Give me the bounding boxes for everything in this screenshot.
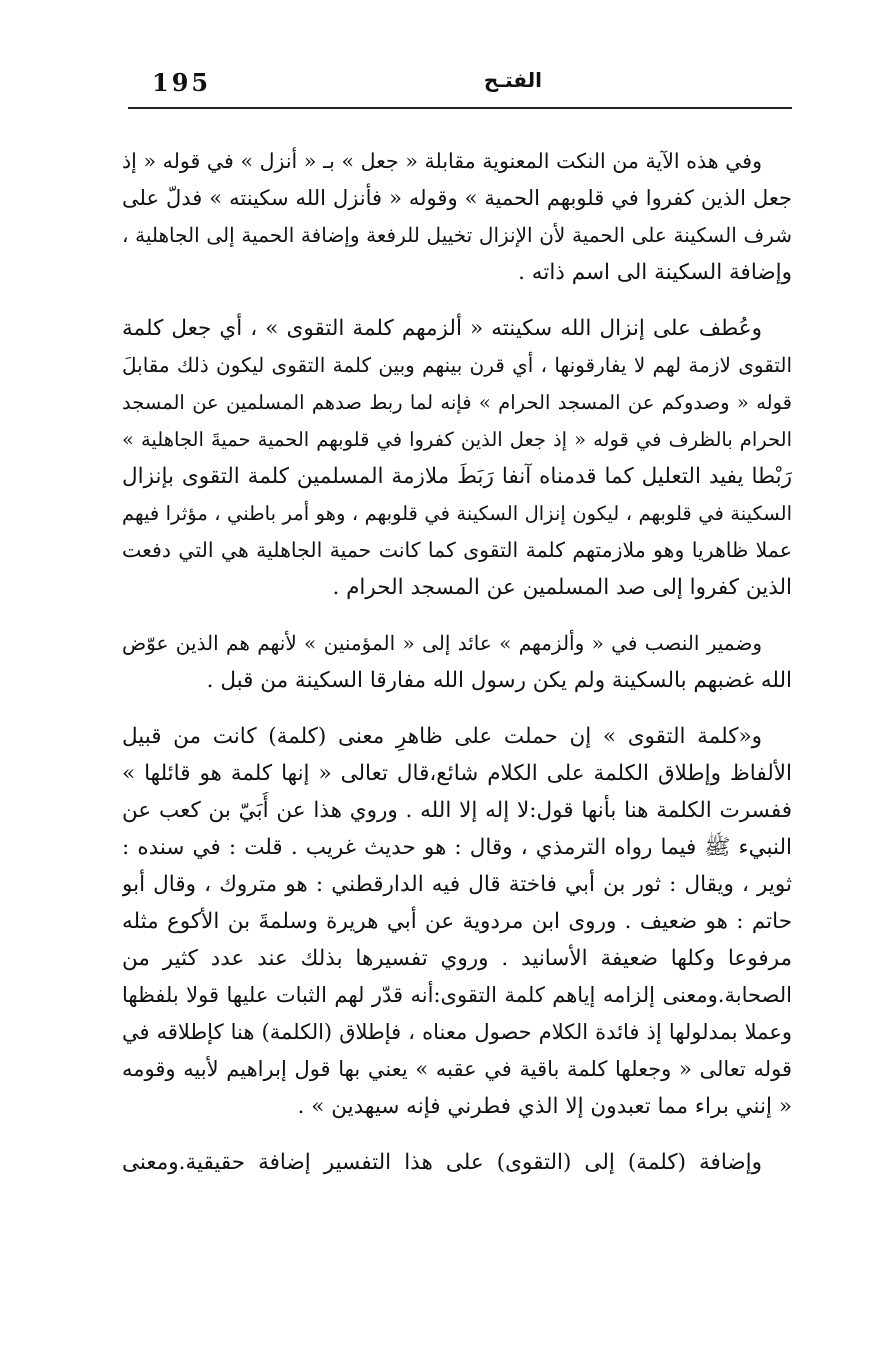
paragraph — [122, 718, 792, 1125]
text-line: وفي هذه الآية من النكت المعنوية مقابلة « جعل » بـ « أنزل » في قوله « إذ — [122, 149, 762, 173]
header-divider — [128, 107, 792, 109]
body-text — [122, 143, 792, 1181]
text-line: رَبْطا يفيد التعليل كما قدمناه آنفا رَبَطَ ملازمة المسلمين كلمة التقوى بإنزال — [122, 464, 792, 489]
text-line: قوله تعالى « وجعلها كلمة باقية في عقبه » يعني بها قول إبراهيم لأبيه وقومه — [122, 1057, 792, 1081]
text-line: الله غضبهم بالسكينة ولم يكن رسول الله مفارقا السكينة من قبل . — [206, 668, 792, 693]
text-line: وإضافة السكينة الى اسم ذاته . — [518, 260, 792, 285]
text-line: التقوى لازمة لهم لا يفارقونها ، أي قرن بينهم وبين كلمة التقوى ليكون ذلك مقابلَ — [122, 353, 792, 377]
page-number: 195 — [152, 68, 212, 97]
text-line: الذين كفروا إلى صد المسلمين عن المسجد الحرام . — [332, 575, 792, 600]
text-line: وعملا بمدلولها إذ فائدة الكلام حصول معناه ، فإطلاق (الكلمة) هنا كإطلاقه في — [122, 1020, 792, 1044]
text-line: عملا ظاهريا وهو ملازمتهم كلمة التقوى كما كانت حمية الجاهلية هي التي دفعت — [122, 538, 792, 562]
text-line: حاتم : هو ضعيف . وروى ابن مردوية عن أبي هريرة وسلمةَ بن الأكوع مثله — [122, 909, 792, 934]
text-line: الألفاظ وإطلاق الكلمة على الكلام شائع،قال تعالى « إنها كلمة هو قائلها » — [122, 761, 792, 786]
text-line: الصحابة.ومعنى إلزامه إياهم كلمة التقوى:أنه قدّر لهم الثبات عليها قولا بلفظها — [122, 983, 792, 1007]
text-line: ثوير ، ويقال : ثور بن أبي فاختة قال فيه الدارقطني : هو متروك ، وقال أبو — [122, 872, 792, 897]
text-line: و«كلمة التقوى » إن حملت على ظاهرِ معنى (كلمة) كانت من قبيل — [122, 724, 762, 749]
page-header — [128, 62, 792, 104]
text-line: وعُطف على إنزال الله سكينته « ألزمهم كلمة التقوى » ، أي جعل كلمة — [122, 316, 762, 341]
paragraph — [122, 1144, 792, 1181]
paragraph — [122, 310, 792, 606]
text-line: الحرام بالظرف في قوله « إذ جعل الذين كفروا في قلوبهم الحمية حميةَ الجاهلية » — [122, 428, 792, 451]
text-line: قوله « وصدوكم عن المسجد الحرام » فإنه لما ربط صدهم المسلمين عن المسجد — [122, 391, 792, 414]
paragraph — [122, 143, 792, 291]
text-line: السكينة في قلوبهم ، ليكون إنزال السكينة في قلوبهم ، وهو أمر باطني ، مؤثرا فيهم — [122, 502, 792, 525]
text-line: « إنني براء مما تعبدون إلا الذي فطرني فإنه سيهدين » . — [297, 1094, 792, 1119]
paragraph — [122, 625, 792, 699]
text-line: النبيء ﷺ فيما رواه الترمذي ، وقال : هو حديث غريب . قلت : في سنده : — [122, 835, 792, 860]
text-line: وضمير النصب في « وألزمهم » عائد إلى « المؤمنين » لأنهم هم الذين عوّض — [122, 631, 762, 655]
text-line: ففسرت الكلمة هنا بأنها قول:لا إله إلا الله . وروي هذا عن أُبَيّ بن كعب عن — [122, 798, 792, 823]
text-line: مرفوعا وكلها ضعيفة الأسانيد . وروي تفسيرها بذلك عند عدد كثير من — [122, 946, 792, 971]
text-line: جعل الذين كفروا في قلوبهم الحمية » وقوله « فأنزل الله سكينته » فدلّ على — [122, 186, 792, 210]
text-line: شرف السكينة على الحمية لأن الإنزال تخييل للرفعة وإضافة الحمية إلى الجاهلية ، — [122, 223, 792, 247]
text-line: وإضافة (كلمة) إلى (التقوى) على هذا التفسير إضافة حقيقية.ومعنى — [122, 1150, 762, 1175]
running-title: الفتـح — [483, 68, 542, 92]
